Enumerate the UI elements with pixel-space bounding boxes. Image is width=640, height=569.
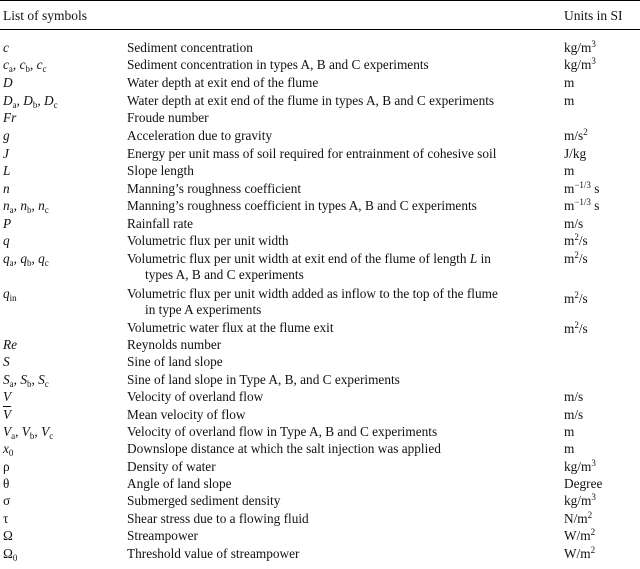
symbol-q-abc: $q_a$, $q_b$, $q_c$ bbox=[3, 251, 49, 268]
symbol-n-abc: $n_a$, $n_b$, $n_c$ bbox=[3, 198, 49, 215]
symbol-q: q bbox=[3, 233, 10, 248]
symbol-V-bar: $\overline{V}$ bbox=[3, 407, 12, 422]
desc-q-abc-line1: Volumetric flux per unit width at exit end of the flume of length L in bbox=[127, 251, 491, 266]
unit-V-abc: m bbox=[564, 424, 575, 439]
unit-theta: Degree bbox=[564, 476, 603, 491]
symbol-Omega: Ω bbox=[3, 528, 13, 543]
unit-sigma: $kg/m^3$ bbox=[564, 492, 596, 508]
symbol-L: L bbox=[3, 163, 11, 178]
symbol-tau: τ bbox=[3, 511, 9, 526]
header-units-title: Units in SI bbox=[564, 8, 623, 23]
symbol-x0: $x_0$ bbox=[3, 441, 14, 458]
symbol-rho: ρ bbox=[3, 459, 10, 474]
desc-q: Volumetric flux per unit width bbox=[127, 233, 289, 248]
unit-c: $kg/m^3$ bbox=[564, 39, 596, 55]
desc-P: Rainfall rate bbox=[127, 216, 194, 231]
unit-q-abc: $m^2/s$ bbox=[564, 250, 588, 266]
desc-g: Acceleration due to gravity bbox=[127, 128, 273, 143]
unit-L: m bbox=[564, 163, 575, 178]
unit-g: $m/s^2$ bbox=[564, 127, 588, 143]
desc-q-exit: Volumetric water flux at the flume exit bbox=[127, 320, 334, 335]
unit-q-in: $m^2/s$ bbox=[564, 290, 588, 306]
symbol-sigma: σ bbox=[3, 493, 11, 508]
unit-q-exit: $m^2/s$ bbox=[564, 320, 588, 336]
symbol-P: P bbox=[3, 216, 12, 231]
top-rule bbox=[0, 0, 640, 1]
symbol-theta: θ bbox=[3, 476, 10, 491]
desc-q-in-line1: Volumetric flux per unit width added as inflow to the top of the flume bbox=[127, 286, 498, 301]
desc-Omega: Streampower bbox=[127, 528, 198, 543]
symbol-S-abc: $S_a$, $S_b$, $S_c$ bbox=[3, 372, 49, 389]
desc-c: Sediment concentration bbox=[127, 40, 253, 55]
unit-Omega: $W/m^2$ bbox=[564, 527, 596, 543]
desc-x0: Downslope distance at which the salt injection was applied bbox=[127, 441, 441, 456]
desc-Re: Reynolds number bbox=[127, 337, 222, 352]
symbol-D-abc: $D_a$, $D_b$, $D_c$ bbox=[3, 93, 58, 110]
symbol-Omega0: $\Omega_0$ bbox=[3, 546, 18, 563]
symbol-V: V bbox=[3, 389, 12, 404]
unit-V: m/s bbox=[564, 389, 584, 404]
header-rule bbox=[0, 29, 640, 30]
unit-rho: $kg/m^3$ bbox=[564, 458, 596, 474]
desc-D-abc: Water depth at exit end of the flume in types A, B and C experiments bbox=[127, 93, 495, 108]
unit-V-bar: m/s bbox=[564, 407, 584, 422]
symbol-S: S bbox=[3, 354, 10, 369]
symbol-J: J bbox=[3, 146, 9, 161]
symbol-V-abc: $V_a$, $V_b$, $V_c$ bbox=[3, 424, 54, 441]
symbol-n: n bbox=[3, 181, 10, 196]
desc-V: Velocity of overland flow bbox=[127, 389, 264, 404]
unit-n: $m^{-1/3}$ s bbox=[564, 180, 600, 196]
desc-J: Energy per unit mass of soil required for entrainment of cohesive soil bbox=[127, 146, 497, 161]
desc-S: Sine of land slope bbox=[127, 354, 223, 369]
symbol-c-abc: $c_a$, $c_b$, $c_c$ bbox=[3, 57, 47, 74]
desc-V-bar: Mean velocity of flow bbox=[127, 407, 246, 422]
unit-q: $m^2/s$ bbox=[564, 232, 588, 248]
desc-D: Water depth at exit end of the flume bbox=[127, 75, 319, 90]
unit-x0: m bbox=[564, 441, 575, 456]
unit-n-abc: $m^{-1/3}$ s bbox=[564, 197, 600, 213]
desc-Fr: Froude number bbox=[127, 110, 209, 125]
symbol-Re: Re bbox=[3, 337, 18, 352]
desc-Omega0: Threshold value of streampower bbox=[127, 546, 300, 561]
unit-Omega0: $W/m^2$ bbox=[564, 545, 596, 561]
desc-c-abc: Sediment concentration in types A, B and C experiments bbox=[127, 57, 429, 72]
desc-L: Slope length bbox=[127, 163, 194, 178]
desc-n-abc: Manning’s roughness coefficient in types A, B and C experiments bbox=[127, 198, 477, 213]
unit-c-abc: $kg/m^3$ bbox=[564, 56, 596, 72]
symbol-q-in: $q_{in}$ bbox=[3, 286, 17, 303]
unit-D-abc: m bbox=[564, 93, 575, 108]
desc-S-abc: Sine of land slope in Type A, B, and C experiments bbox=[127, 372, 400, 387]
unit-J: J/kg bbox=[564, 146, 587, 161]
desc-n: Manning’s roughness coefficient bbox=[127, 181, 302, 196]
unit-tau: $N/m^2$ bbox=[564, 510, 593, 526]
symbol-Fr: Fr bbox=[3, 110, 17, 125]
desc-theta: Angle of land slope bbox=[127, 476, 232, 491]
unit-P: m/s bbox=[564, 216, 584, 231]
desc-q-in-line2: in type A experiments bbox=[145, 302, 262, 317]
symbol-D: D bbox=[3, 75, 13, 90]
desc-sigma: Submerged sediment density bbox=[127, 493, 281, 508]
desc-V-abc: Velocity of overland flow in Type A, B and C experiments bbox=[127, 424, 438, 439]
symbol-c: c bbox=[3, 40, 9, 55]
symbol-g: g bbox=[3, 128, 10, 143]
unit-D: m bbox=[564, 75, 575, 90]
desc-rho: Density of water bbox=[127, 459, 216, 474]
desc-q-abc-line2: types A, B and C experiments bbox=[145, 267, 304, 282]
desc-tau: Shear stress due to a flowing fluid bbox=[127, 511, 309, 526]
header-list-title: List of symbols bbox=[3, 8, 88, 23]
